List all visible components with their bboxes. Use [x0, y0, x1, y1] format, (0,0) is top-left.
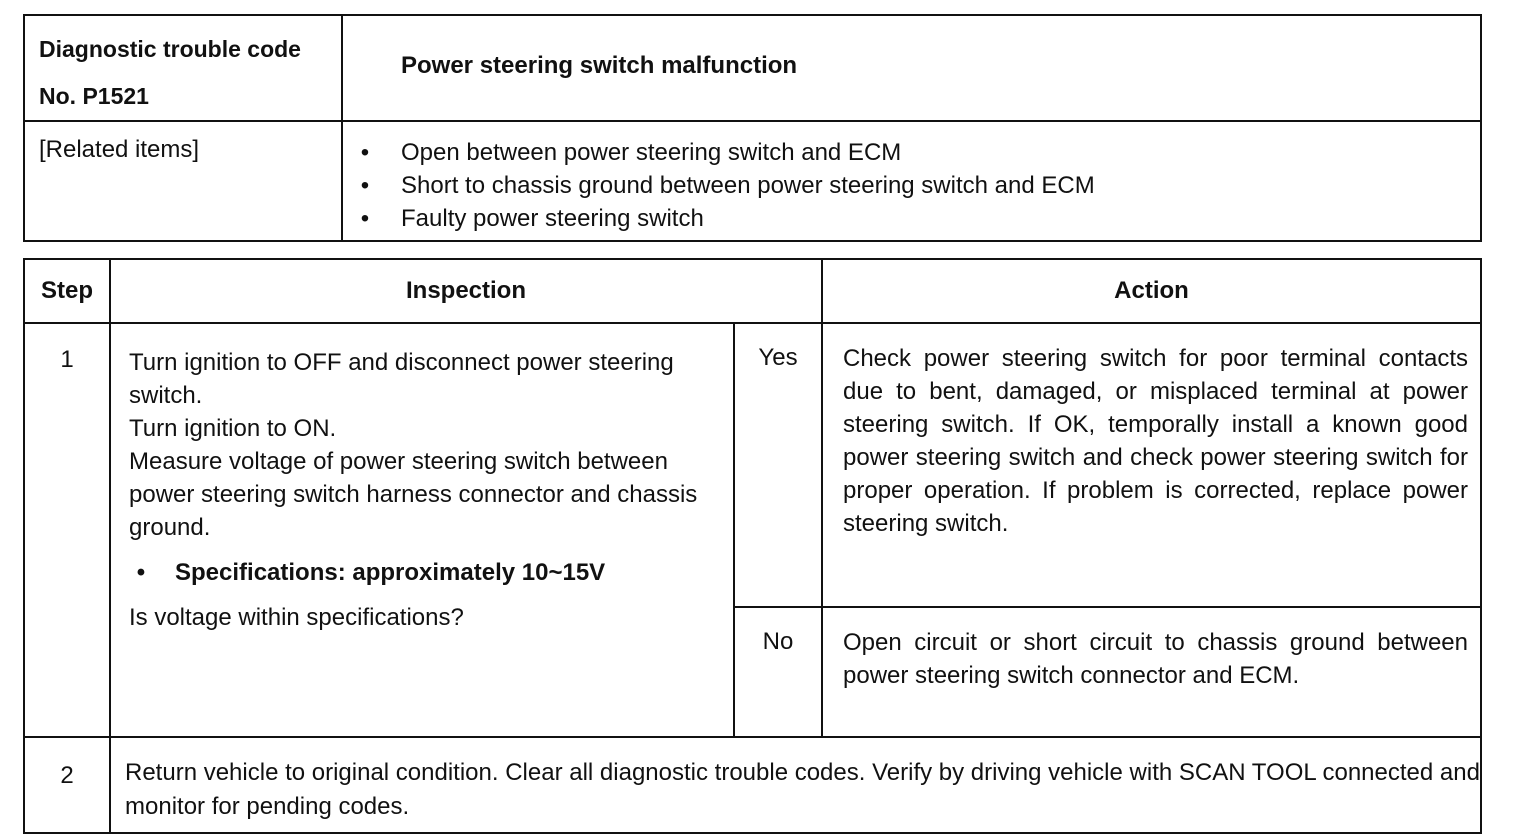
list-item: • Open between power steering switch and ECM: [353, 136, 1480, 169]
bullet-icon: •: [360, 172, 370, 199]
related-items-cell: [342, 121, 1481, 241]
list-item: • Faulty power steering switch: [353, 202, 1480, 235]
related-items-list: [353, 136, 1480, 235]
step-header: Step: [24, 259, 110, 323]
no-action: Open circuit or short circuit to chassis ground between power steering switch connector and ECM.: [822, 607, 1481, 737]
inspection-line: Turn ignition to OFF and disconnect power steering switch.: [129, 349, 674, 409]
inspection-table: [23, 258, 1482, 834]
inspection-cell: [110, 323, 734, 737]
no-label: No: [734, 607, 822, 737]
bullet-icon: •: [360, 205, 370, 232]
step-number: 1: [24, 323, 110, 737]
list-item: • Short to chassis ground between power steering switch and ECM: [353, 169, 1480, 202]
bullet-icon: •: [136, 559, 146, 586]
yes-action: Check power steering switch for poor terminal contacts due to bent, damaged, or misplaced terminal at power steering switch. If OK, temporally install a known good power steering switch and check power steering switch for proper operation. If problem is corrected, replace power steering switch.: [822, 323, 1481, 607]
inspection-question: Is voltage within specifications?: [129, 604, 464, 631]
yes-label: Yes: [734, 323, 822, 607]
bullet-icon: •: [360, 139, 370, 166]
dtc-header-table: [23, 14, 1482, 242]
action-header: Action: [822, 259, 1481, 323]
related-items-label: [Related items]: [24, 121, 342, 241]
step2-text: Return vehicle to original condition. Clear all diagnostic trouble codes. Verify by driving vehicle with SCAN TOOL connected and monitor for pending codes.: [110, 737, 1481, 833]
inspection-line: Measure voltage of power steering switch between power steering switch harness connector and chassis ground.: [129, 448, 698, 541]
step-number: 2: [24, 737, 110, 833]
dtc-code-cell: [24, 15, 342, 121]
inspection-header: Inspection: [110, 259, 822, 323]
dtc-code-number: No. P1521: [39, 83, 149, 109]
dtc-title: Power steering switch malfunction: [342, 15, 1481, 121]
inspection-line: Turn ignition to ON.: [129, 415, 337, 442]
specification: • Specifications: approximately 10~15V: [129, 556, 721, 589]
dtc-code-label: Diagnostic trouble code: [39, 36, 301, 62]
